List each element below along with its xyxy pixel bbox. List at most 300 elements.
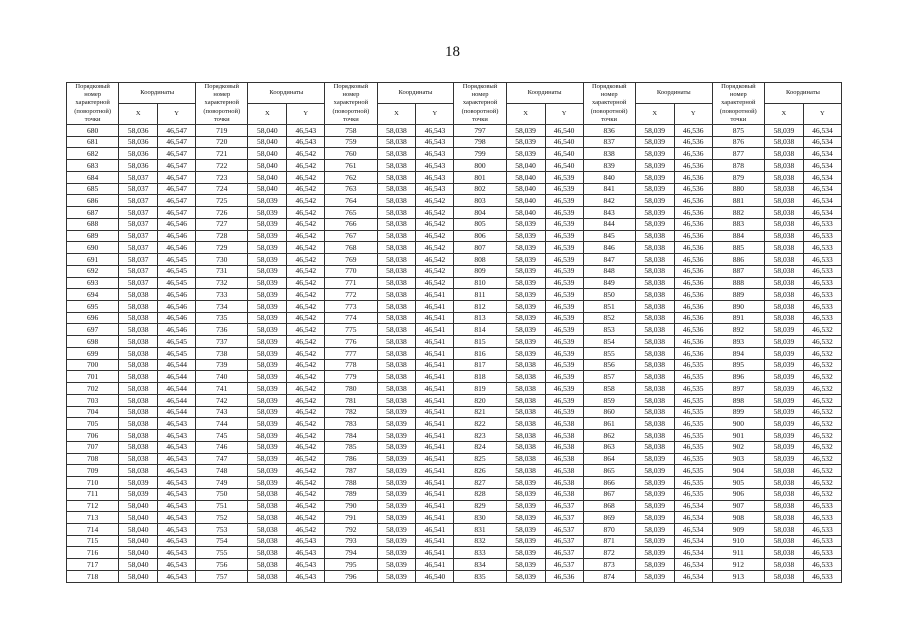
point-number-cell: 896 <box>712 371 764 383</box>
y-coordinate-cell: 46,542 <box>287 523 325 535</box>
x-coordinate-cell: 58,039 <box>635 453 674 465</box>
y-coordinate-cell: 46,543 <box>416 160 454 172</box>
y-coordinate-cell: 46,541 <box>416 512 454 524</box>
point-number-cell: 861 <box>583 418 635 430</box>
header-coordinates: Координаты <box>248 83 325 104</box>
point-number-cell: 732 <box>196 277 248 289</box>
point-number-cell: 758 <box>325 125 377 137</box>
x-coordinate-cell: 58,039 <box>248 324 287 336</box>
x-coordinate-cell: 58,040 <box>119 500 158 512</box>
point-number-cell: 825 <box>454 453 506 465</box>
point-number-cell: 712 <box>67 500 119 512</box>
point-number-cell: 866 <box>583 477 635 489</box>
y-coordinate-cell: 46,532 <box>803 418 841 430</box>
point-number-cell: 707 <box>67 441 119 453</box>
point-number-cell: 832 <box>454 535 506 547</box>
x-coordinate-cell: 58,039 <box>248 406 287 418</box>
x-coordinate-cell: 58,039 <box>635 488 674 500</box>
point-number-cell: 791 <box>325 512 377 524</box>
y-coordinate-cell: 46,539 <box>545 312 583 324</box>
table-row <box>67 171 842 183</box>
point-number-cell: 897 <box>712 383 764 395</box>
point-number-cell: 733 <box>196 289 248 301</box>
table-row <box>67 547 842 559</box>
y-coordinate-cell: 46,543 <box>416 171 454 183</box>
point-number-cell: 759 <box>325 136 377 148</box>
point-number-cell: 848 <box>583 265 635 277</box>
y-coordinate-cell: 46,544 <box>158 406 196 418</box>
x-coordinate-cell: 58,039 <box>506 242 545 254</box>
y-coordinate-cell: 46,542 <box>416 230 454 242</box>
x-coordinate-cell: 58,038 <box>635 301 674 313</box>
x-coordinate-cell: 58,037 <box>119 183 158 195</box>
point-number-cell: 706 <box>67 430 119 442</box>
point-number-cell: 884 <box>712 230 764 242</box>
x-coordinate-cell: 58,036 <box>119 160 158 172</box>
table-row <box>67 242 842 254</box>
x-coordinate-cell: 58,038 <box>764 570 803 582</box>
x-coordinate-cell: 58,039 <box>506 336 545 348</box>
y-coordinate-cell: 46,541 <box>416 559 454 571</box>
y-coordinate-cell: 46,542 <box>287 312 325 324</box>
x-coordinate-cell: 58,039 <box>506 254 545 266</box>
y-coordinate-cell: 46,532 <box>803 324 841 336</box>
point-number-cell: 855 <box>583 347 635 359</box>
y-coordinate-cell: 46,543 <box>287 535 325 547</box>
x-coordinate-cell: 58,038 <box>506 371 545 383</box>
y-coordinate-cell: 46,533 <box>803 535 841 547</box>
point-number-cell: 793 <box>325 535 377 547</box>
x-coordinate-cell: 58,040 <box>248 125 287 137</box>
table-row <box>67 418 842 430</box>
point-number-cell: 693 <box>67 277 119 289</box>
point-number-cell: 766 <box>325 218 377 230</box>
header-point-number: Порядковый номер характерной (поворотной) точки <box>196 83 248 125</box>
x-coordinate-cell: 58,039 <box>506 136 545 148</box>
x-coordinate-cell: 58,038 <box>377 218 416 230</box>
y-coordinate-cell: 46,535 <box>674 394 712 406</box>
point-number-cell: 774 <box>325 312 377 324</box>
y-coordinate-cell: 46,541 <box>416 523 454 535</box>
x-coordinate-cell: 58,039 <box>506 277 545 289</box>
point-number-cell: 681 <box>67 136 119 148</box>
x-coordinate-cell: 58,040 <box>119 512 158 524</box>
point-number-cell: 911 <box>712 547 764 559</box>
y-coordinate-cell: 46,534 <box>803 148 841 160</box>
x-coordinate-cell: 58,039 <box>635 171 674 183</box>
y-coordinate-cell: 46,536 <box>674 312 712 324</box>
y-coordinate-cell: 46,539 <box>545 359 583 371</box>
point-number-cell: 682 <box>67 148 119 160</box>
x-coordinate-cell: 58,038 <box>635 277 674 289</box>
x-coordinate-cell: 58,039 <box>764 359 803 371</box>
point-number-cell: 756 <box>196 559 248 571</box>
x-coordinate-cell: 58,039 <box>506 547 545 559</box>
x-coordinate-cell: 58,037 <box>119 265 158 277</box>
y-coordinate-cell: 46,539 <box>545 277 583 289</box>
y-coordinate-cell: 46,547 <box>158 148 196 160</box>
point-number-cell: 769 <box>325 254 377 266</box>
x-coordinate-cell: 58,039 <box>635 535 674 547</box>
point-number-cell: 816 <box>454 347 506 359</box>
point-number-cell: 760 <box>325 148 377 160</box>
point-number-cell: 863 <box>583 441 635 453</box>
x-coordinate-cell: 58,038 <box>635 383 674 395</box>
x-coordinate-cell: 58,038 <box>377 336 416 348</box>
x-coordinate-cell: 58,039 <box>635 500 674 512</box>
y-coordinate-cell: 46,542 <box>287 336 325 348</box>
y-coordinate-cell: 46,545 <box>158 336 196 348</box>
y-coordinate-cell: 46,532 <box>803 336 841 348</box>
point-number-cell: 822 <box>454 418 506 430</box>
x-coordinate-cell: 58,039 <box>506 301 545 313</box>
x-coordinate-cell: 58,039 <box>248 207 287 219</box>
y-coordinate-cell: 46,535 <box>674 488 712 500</box>
point-number-cell: 847 <box>583 254 635 266</box>
point-number-cell: 836 <box>583 125 635 137</box>
point-number-cell: 718 <box>67 570 119 582</box>
y-coordinate-cell: 46,542 <box>287 477 325 489</box>
point-number-cell: 686 <box>67 195 119 207</box>
y-coordinate-cell: 46,547 <box>158 125 196 137</box>
point-number-cell: 835 <box>454 570 506 582</box>
y-coordinate-cell: 46,541 <box>416 371 454 383</box>
point-number-cell: 823 <box>454 430 506 442</box>
x-coordinate-cell: 58,038 <box>506 465 545 477</box>
y-coordinate-cell: 46,535 <box>674 383 712 395</box>
x-coordinate-cell: 58,038 <box>119 312 158 324</box>
table-row <box>67 230 842 242</box>
header-x: X <box>764 104 803 125</box>
y-coordinate-cell: 46,542 <box>416 265 454 277</box>
x-coordinate-cell: 58,039 <box>635 570 674 582</box>
point-number-cell: 883 <box>712 218 764 230</box>
point-number-cell: 881 <box>712 195 764 207</box>
y-coordinate-cell: 46,541 <box>416 430 454 442</box>
x-coordinate-cell: 58,038 <box>635 230 674 242</box>
point-number-cell: 708 <box>67 453 119 465</box>
point-number-cell: 763 <box>325 183 377 195</box>
x-coordinate-cell: 58,039 <box>248 347 287 359</box>
x-coordinate-cell: 58,039 <box>377 523 416 535</box>
y-coordinate-cell: 46,543 <box>158 465 196 477</box>
y-coordinate-cell: 46,539 <box>545 289 583 301</box>
x-coordinate-cell: 58,039 <box>248 265 287 277</box>
point-number-cell: 827 <box>454 477 506 489</box>
header-y: Y <box>158 104 196 125</box>
x-coordinate-cell: 58,038 <box>119 347 158 359</box>
x-coordinate-cell: 58,038 <box>248 512 287 524</box>
y-coordinate-cell: 46,535 <box>674 371 712 383</box>
y-coordinate-cell: 46,541 <box>416 477 454 489</box>
header-x: X <box>506 104 545 125</box>
header-point-number: Порядковый номер характерной (поворотной) точки <box>325 83 377 125</box>
x-coordinate-cell: 58,039 <box>506 523 545 535</box>
x-coordinate-cell: 58,039 <box>635 207 674 219</box>
y-coordinate-cell: 46,541 <box>416 383 454 395</box>
point-number-cell: 830 <box>454 512 506 524</box>
point-number-cell: 904 <box>712 465 764 477</box>
y-coordinate-cell: 46,536 <box>674 277 712 289</box>
y-coordinate-cell: 46,542 <box>287 301 325 313</box>
x-coordinate-cell: 58,039 <box>248 453 287 465</box>
x-coordinate-cell: 58,038 <box>377 265 416 277</box>
y-coordinate-cell: 46,541 <box>416 500 454 512</box>
point-number-cell: 786 <box>325 453 377 465</box>
x-coordinate-cell: 58,038 <box>377 171 416 183</box>
y-coordinate-cell: 46,542 <box>416 254 454 266</box>
y-coordinate-cell: 46,537 <box>545 500 583 512</box>
y-coordinate-cell: 46,541 <box>416 301 454 313</box>
y-coordinate-cell: 46,542 <box>287 500 325 512</box>
x-coordinate-cell: 58,036 <box>119 136 158 148</box>
point-number-cell: 882 <box>712 207 764 219</box>
x-coordinate-cell: 58,038 <box>248 535 287 547</box>
x-coordinate-cell: 58,038 <box>248 500 287 512</box>
x-coordinate-cell: 58,039 <box>764 406 803 418</box>
x-coordinate-cell: 58,038 <box>119 394 158 406</box>
point-number-cell: 818 <box>454 371 506 383</box>
point-number-cell: 755 <box>196 547 248 559</box>
y-coordinate-cell: 46,542 <box>287 371 325 383</box>
x-coordinate-cell: 58,039 <box>635 465 674 477</box>
point-number-cell: 787 <box>325 465 377 477</box>
point-number-cell: 885 <box>712 242 764 254</box>
x-coordinate-cell: 58,040 <box>506 171 545 183</box>
point-number-cell: 803 <box>454 195 506 207</box>
point-number-cell: 790 <box>325 500 377 512</box>
x-coordinate-cell: 58,037 <box>119 218 158 230</box>
point-number-cell: 789 <box>325 488 377 500</box>
y-coordinate-cell: 46,534 <box>674 559 712 571</box>
y-coordinate-cell: 46,542 <box>287 394 325 406</box>
point-number-cell: 892 <box>712 324 764 336</box>
y-coordinate-cell: 46,546 <box>158 312 196 324</box>
point-number-cell: 746 <box>196 441 248 453</box>
y-coordinate-cell: 46,538 <box>545 477 583 489</box>
x-coordinate-cell: 58,038 <box>377 312 416 324</box>
y-coordinate-cell: 46,532 <box>803 465 841 477</box>
point-number-cell: 854 <box>583 336 635 348</box>
header-point-number: Порядковый номер характерной (поворотной) точки <box>67 83 119 125</box>
table-row <box>67 289 842 301</box>
table-row <box>67 559 842 571</box>
y-coordinate-cell: 46,534 <box>674 535 712 547</box>
point-number-cell: 800 <box>454 160 506 172</box>
x-coordinate-cell: 58,039 <box>635 183 674 195</box>
x-coordinate-cell: 58,039 <box>377 547 416 559</box>
y-coordinate-cell: 46,542 <box>287 406 325 418</box>
x-coordinate-cell: 58,039 <box>248 441 287 453</box>
point-number-cell: 862 <box>583 430 635 442</box>
x-coordinate-cell: 58,038 <box>377 347 416 359</box>
point-number-cell: 903 <box>712 453 764 465</box>
x-coordinate-cell: 58,039 <box>764 371 803 383</box>
y-coordinate-cell: 46,539 <box>545 324 583 336</box>
x-coordinate-cell: 58,038 <box>764 312 803 324</box>
point-number-cell: 737 <box>196 336 248 348</box>
table-body <box>67 125 842 583</box>
y-coordinate-cell: 46,536 <box>674 301 712 313</box>
x-coordinate-cell: 58,040 <box>119 570 158 582</box>
y-coordinate-cell: 46,541 <box>416 394 454 406</box>
x-coordinate-cell: 58,040 <box>506 160 545 172</box>
table-row <box>67 535 842 547</box>
y-coordinate-cell: 46,539 <box>545 265 583 277</box>
point-number-cell: 908 <box>712 512 764 524</box>
y-coordinate-cell: 46,533 <box>803 218 841 230</box>
y-coordinate-cell: 46,541 <box>416 289 454 301</box>
point-number-cell: 859 <box>583 394 635 406</box>
y-coordinate-cell: 46,543 <box>158 570 196 582</box>
x-coordinate-cell: 58,040 <box>119 523 158 535</box>
point-number-cell: 890 <box>712 301 764 313</box>
x-coordinate-cell: 58,038 <box>506 441 545 453</box>
point-number-cell: 804 <box>454 207 506 219</box>
header-coordinates: Координаты <box>377 83 454 104</box>
point-number-cell: 773 <box>325 301 377 313</box>
x-coordinate-cell: 58,038 <box>764 136 803 148</box>
point-number-cell: 899 <box>712 406 764 418</box>
point-number-cell: 879 <box>712 171 764 183</box>
x-coordinate-cell: 58,038 <box>506 383 545 395</box>
x-coordinate-cell: 58,038 <box>635 312 674 324</box>
point-number-cell: 701 <box>67 371 119 383</box>
y-coordinate-cell: 46,535 <box>674 418 712 430</box>
y-coordinate-cell: 46,539 <box>545 383 583 395</box>
y-coordinate-cell: 46,542 <box>287 254 325 266</box>
x-coordinate-cell: 58,039 <box>248 477 287 489</box>
y-coordinate-cell: 46,539 <box>545 242 583 254</box>
x-coordinate-cell: 58,039 <box>377 418 416 430</box>
x-coordinate-cell: 58,040 <box>506 183 545 195</box>
x-coordinate-cell: 58,038 <box>119 418 158 430</box>
x-coordinate-cell: 58,038 <box>377 230 416 242</box>
point-number-cell: 705 <box>67 418 119 430</box>
y-coordinate-cell: 46,533 <box>803 500 841 512</box>
x-coordinate-cell: 58,038 <box>506 394 545 406</box>
point-number-cell: 819 <box>454 383 506 395</box>
x-coordinate-cell: 58,039 <box>248 254 287 266</box>
table-row <box>67 453 842 465</box>
table-row <box>67 301 842 313</box>
table-row <box>67 136 842 148</box>
x-coordinate-cell: 58,039 <box>764 418 803 430</box>
x-coordinate-cell: 58,039 <box>377 488 416 500</box>
x-coordinate-cell: 58,038 <box>377 136 416 148</box>
y-coordinate-cell: 46,543 <box>416 148 454 160</box>
point-number-cell: 900 <box>712 418 764 430</box>
y-coordinate-cell: 46,532 <box>803 488 841 500</box>
y-coordinate-cell: 46,542 <box>416 207 454 219</box>
y-coordinate-cell: 46,536 <box>545 570 583 582</box>
y-coordinate-cell: 46,539 <box>545 207 583 219</box>
y-coordinate-cell: 46,539 <box>545 230 583 242</box>
point-number-cell: 878 <box>712 160 764 172</box>
point-number-cell: 749 <box>196 477 248 489</box>
y-coordinate-cell: 46,532 <box>803 441 841 453</box>
point-number-cell: 868 <box>583 500 635 512</box>
y-coordinate-cell: 46,545 <box>158 265 196 277</box>
y-coordinate-cell: 46,543 <box>287 559 325 571</box>
y-coordinate-cell: 46,532 <box>803 453 841 465</box>
x-coordinate-cell: 58,038 <box>377 125 416 137</box>
y-coordinate-cell: 46,536 <box>674 242 712 254</box>
x-coordinate-cell: 58,037 <box>119 254 158 266</box>
point-number-cell: 860 <box>583 406 635 418</box>
y-coordinate-cell: 46,539 <box>545 171 583 183</box>
point-number-cell: 806 <box>454 230 506 242</box>
x-coordinate-cell: 58,038 <box>119 324 158 336</box>
y-coordinate-cell: 46,534 <box>803 160 841 172</box>
point-number-cell: 784 <box>325 430 377 442</box>
point-number-cell: 734 <box>196 301 248 313</box>
y-coordinate-cell: 46,532 <box>803 383 841 395</box>
point-number-cell: 680 <box>67 125 119 137</box>
x-coordinate-cell: 58,039 <box>506 488 545 500</box>
y-coordinate-cell: 46,533 <box>803 277 841 289</box>
y-coordinate-cell: 46,543 <box>287 570 325 582</box>
y-coordinate-cell: 46,541 <box>416 406 454 418</box>
x-coordinate-cell: 58,037 <box>119 195 158 207</box>
x-coordinate-cell: 58,039 <box>248 359 287 371</box>
point-number-cell: 909 <box>712 523 764 535</box>
point-number-cell: 778 <box>325 359 377 371</box>
x-coordinate-cell: 58,040 <box>119 559 158 571</box>
point-number-cell: 699 <box>67 347 119 359</box>
x-coordinate-cell: 58,039 <box>248 394 287 406</box>
x-coordinate-cell: 58,038 <box>377 371 416 383</box>
point-number-cell: 798 <box>454 136 506 148</box>
point-number-cell: 731 <box>196 265 248 277</box>
point-number-cell: 781 <box>325 394 377 406</box>
y-coordinate-cell: 46,547 <box>158 207 196 219</box>
y-coordinate-cell: 46,542 <box>287 289 325 301</box>
point-number-cell: 772 <box>325 289 377 301</box>
y-coordinate-cell: 46,543 <box>287 125 325 137</box>
point-number-cell: 745 <box>196 430 248 442</box>
table-row <box>67 265 842 277</box>
y-coordinate-cell: 46,536 <box>674 336 712 348</box>
y-coordinate-cell: 46,535 <box>674 477 712 489</box>
header-point-number: Порядковый номер характерной (поворотной) точки <box>712 83 764 125</box>
x-coordinate-cell: 58,039 <box>248 277 287 289</box>
point-number-cell: 744 <box>196 418 248 430</box>
y-coordinate-cell: 46,542 <box>416 277 454 289</box>
y-coordinate-cell: 46,541 <box>416 359 454 371</box>
x-coordinate-cell: 58,039 <box>248 371 287 383</box>
x-coordinate-cell: 58,038 <box>377 207 416 219</box>
x-coordinate-cell: 58,038 <box>635 406 674 418</box>
y-coordinate-cell: 46,543 <box>158 441 196 453</box>
y-coordinate-cell: 46,541 <box>416 347 454 359</box>
point-number-cell: 821 <box>454 406 506 418</box>
point-number-cell: 828 <box>454 488 506 500</box>
point-number-cell: 894 <box>712 347 764 359</box>
point-number-cell: 751 <box>196 500 248 512</box>
y-coordinate-cell: 46,535 <box>674 430 712 442</box>
y-coordinate-cell: 46,542 <box>287 418 325 430</box>
point-number-cell: 913 <box>712 570 764 582</box>
x-coordinate-cell: 58,038 <box>248 559 287 571</box>
y-coordinate-cell: 46,541 <box>416 324 454 336</box>
point-number-cell: 796 <box>325 570 377 582</box>
y-coordinate-cell: 46,536 <box>674 171 712 183</box>
x-coordinate-cell: 58,038 <box>635 347 674 359</box>
y-coordinate-cell: 46,546 <box>158 218 196 230</box>
point-number-cell: 839 <box>583 160 635 172</box>
x-coordinate-cell: 58,038 <box>764 218 803 230</box>
